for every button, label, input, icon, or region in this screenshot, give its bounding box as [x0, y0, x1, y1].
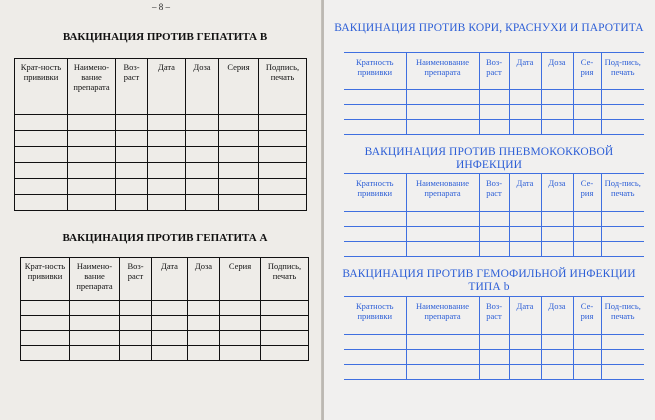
table-cell[interactable] — [152, 346, 188, 361]
table-row — [344, 365, 644, 380]
left-page — [0, 0, 322, 420]
table-cell[interactable] — [15, 163, 68, 179]
table-cell[interactable] — [509, 335, 541, 350]
table-cell[interactable] — [186, 195, 219, 211]
section-title-hib: ВАКЦИНАЦИЯ ПРОТИВ ГЕМОФИЛЬНОЙ ИНФЕКЦИИ ТИПА b — [342, 268, 636, 293]
table-cell[interactable] — [344, 212, 406, 227]
table-cell[interactable] — [601, 227, 644, 242]
table-cell[interactable] — [541, 105, 573, 120]
table-cell[interactable] — [186, 179, 219, 195]
table-cell[interactable] — [148, 195, 186, 211]
table-row — [344, 120, 644, 135]
table-cell[interactable] — [344, 120, 406, 135]
table-cell[interactable] — [259, 163, 307, 179]
table-cell[interactable] — [186, 147, 219, 163]
table-cell[interactable] — [541, 227, 573, 242]
table-cell[interactable] — [479, 365, 509, 380]
column-header: Воз-раст — [479, 53, 509, 90]
table-cell[interactable] — [21, 346, 70, 361]
table-cell[interactable] — [406, 120, 479, 135]
table-cell[interactable] — [541, 242, 573, 257]
table-cell[interactable] — [601, 90, 644, 105]
table-cell[interactable] — [573, 120, 601, 135]
table-cell[interactable] — [220, 331, 261, 346]
column-header: Дата — [152, 258, 188, 301]
table-cell[interactable] — [220, 301, 261, 316]
table-cell[interactable] — [120, 301, 152, 316]
column-header: Кратность прививки — [344, 297, 406, 335]
column-header: Дата — [148, 59, 186, 115]
column-header: Воз-раст — [479, 174, 509, 212]
table-row — [344, 350, 644, 365]
hepatitis-a-table — [20, 257, 309, 361]
column-header: Воз-раст — [120, 258, 152, 301]
column-header: Доза — [541, 297, 573, 335]
table-cell[interactable] — [509, 120, 541, 135]
column-header: Дата — [509, 53, 541, 90]
table-cell[interactable] — [116, 163, 148, 179]
table-cell[interactable] — [21, 301, 70, 316]
table-cell[interactable] — [70, 316, 120, 331]
table-cell[interactable] — [188, 316, 220, 331]
table-cell[interactable] — [15, 131, 68, 147]
table-cell[interactable] — [261, 316, 309, 331]
column-header: Наименование препарата — [406, 53, 479, 90]
table-row — [344, 242, 644, 257]
column-header: Доза — [541, 174, 573, 212]
table-row — [15, 163, 307, 179]
table-cell[interactable] — [259, 179, 307, 195]
table-cell[interactable] — [573, 90, 601, 105]
pneumococcal-table — [344, 173, 644, 257]
table-cell[interactable] — [259, 195, 307, 211]
table-cell[interactable] — [406, 242, 479, 257]
table-cell[interactable] — [68, 115, 116, 131]
table-cell[interactable] — [479, 227, 509, 242]
table-cell[interactable] — [406, 90, 479, 105]
table-cell[interactable] — [116, 179, 148, 195]
section-title-hepatitis-b: ВАКЦИНАЦИЯ ПРОТИВ ГЕПАТИТА В — [62, 31, 268, 43]
table-cell[interactable] — [261, 331, 309, 346]
page-number: – 8 – — [152, 2, 170, 12]
column-header: Воз-раст — [116, 59, 148, 115]
table-cell[interactable] — [406, 365, 479, 380]
table-cell[interactable] — [479, 350, 509, 365]
table-cell[interactable] — [15, 115, 68, 131]
column-header: Дата — [509, 174, 541, 212]
column-header: Се-рия — [573, 174, 601, 212]
column-header: Наименование препарата — [406, 297, 479, 335]
column-header: Под-пись, печать — [601, 297, 644, 335]
table-cell[interactable] — [186, 163, 219, 179]
table-cell[interactable] — [344, 350, 406, 365]
column-header: Доза — [541, 53, 573, 90]
table-cell[interactable] — [479, 120, 509, 135]
column-header: Под-пись, печать — [601, 53, 644, 90]
table-cell[interactable] — [259, 131, 307, 147]
column-header: Серия — [219, 59, 259, 115]
table-cell[interactable] — [259, 147, 307, 163]
table-cell[interactable] — [219, 163, 259, 179]
table-cell[interactable] — [541, 120, 573, 135]
table-cell[interactable] — [509, 90, 541, 105]
table-cell[interactable] — [509, 212, 541, 227]
table-cell[interactable] — [573, 242, 601, 257]
table-cell[interactable] — [219, 179, 259, 195]
table-cell[interactable] — [186, 115, 219, 131]
table-cell[interactable] — [116, 195, 148, 211]
table-row — [344, 90, 644, 105]
table-cell[interactable] — [188, 331, 220, 346]
table-cell[interactable] — [509, 242, 541, 257]
table-cell[interactable] — [188, 346, 220, 361]
table-row — [15, 147, 307, 163]
column-header: Серия — [220, 258, 261, 301]
table-cell[interactable] — [601, 105, 644, 120]
table-cell[interactable] — [219, 131, 259, 147]
table-cell[interactable] — [344, 90, 406, 105]
table-cell[interactable] — [70, 301, 120, 316]
table-row — [15, 179, 307, 195]
section-title-mmr: ВАКЦИНАЦИЯ ПРОТИВ КОРИ, КРАСНУХИ И ПАРОТИТА — [334, 22, 644, 34]
table-cell[interactable] — [573, 335, 601, 350]
table-row — [344, 105, 644, 120]
column-header: Се-рия — [573, 53, 601, 90]
table-cell[interactable] — [509, 365, 541, 380]
table-cell[interactable] — [219, 147, 259, 163]
table-cell[interactable] — [573, 350, 601, 365]
table-cell[interactable] — [509, 105, 541, 120]
table-cell[interactable] — [541, 335, 573, 350]
table-cell[interactable] — [479, 90, 509, 105]
table-cell[interactable] — [479, 335, 509, 350]
table-cell[interactable] — [573, 227, 601, 242]
table-cell[interactable] — [541, 212, 573, 227]
table-cell[interactable] — [406, 335, 479, 350]
table-cell[interactable] — [152, 331, 188, 346]
table-cell[interactable] — [541, 90, 573, 105]
table-cell[interactable] — [406, 350, 479, 365]
table-cell[interactable] — [148, 131, 186, 147]
section-title-hepatitis-a: ВАКЦИНАЦИЯ ПРОТИВ ГЕПАТИТА А — [62, 232, 268, 244]
table-cell[interactable] — [509, 227, 541, 242]
table-cell[interactable] — [541, 350, 573, 365]
table-cell[interactable] — [120, 331, 152, 346]
table-cell[interactable] — [219, 115, 259, 131]
table-cell[interactable] — [601, 242, 644, 257]
table-cell[interactable] — [573, 365, 601, 380]
table-cell[interactable] — [479, 242, 509, 257]
column-header: Доза — [188, 258, 220, 301]
table-cell[interactable] — [601, 212, 644, 227]
table-cell[interactable] — [148, 115, 186, 131]
column-header: Под-пись, печать — [601, 174, 644, 212]
table-cell[interactable] — [15, 147, 68, 163]
column-header: Кратность прививки — [344, 53, 406, 90]
table-cell[interactable] — [120, 346, 152, 361]
table-cell[interactable] — [509, 350, 541, 365]
hib-table — [344, 296, 644, 380]
table-cell[interactable] — [68, 179, 116, 195]
table-cell[interactable] — [261, 301, 309, 316]
table-cell[interactable] — [68, 147, 116, 163]
table-cell[interactable] — [186, 131, 219, 147]
column-header: Наимено-вание препарата — [70, 258, 120, 301]
table-cell[interactable] — [601, 120, 644, 135]
table-cell[interactable] — [152, 316, 188, 331]
table-cell[interactable] — [116, 115, 148, 131]
table-row — [344, 212, 644, 227]
table-cell[interactable] — [344, 335, 406, 350]
table-row — [15, 195, 307, 211]
table-cell[interactable] — [148, 147, 186, 163]
table-row — [21, 301, 309, 316]
table-cell[interactable] — [601, 335, 644, 350]
column-header: Воз-раст — [479, 297, 509, 335]
table-row — [15, 115, 307, 131]
table-cell[interactable] — [259, 115, 307, 131]
table-cell[interactable] — [15, 195, 68, 211]
mmr-table — [344, 52, 644, 135]
table-row — [21, 346, 309, 361]
table-row — [344, 227, 644, 242]
table-cell[interactable] — [70, 331, 120, 346]
column-header: Доза — [186, 59, 219, 115]
table-cell[interactable] — [116, 131, 148, 147]
hepatitis-b-table — [14, 58, 307, 211]
table-cell[interactable] — [219, 195, 259, 211]
table-cell[interactable] — [220, 346, 261, 361]
column-header: Крат-ность прививки — [21, 258, 70, 301]
table-cell[interactable] — [479, 212, 509, 227]
table-cell[interactable] — [68, 131, 116, 147]
table-cell[interactable] — [120, 316, 152, 331]
table-cell[interactable] — [406, 212, 479, 227]
table-cell[interactable] — [152, 301, 188, 316]
table-cell[interactable] — [116, 147, 148, 163]
right-page — [324, 0, 655, 420]
table-cell[interactable] — [601, 350, 644, 365]
table-cell[interactable] — [148, 163, 186, 179]
table-cell[interactable] — [601, 365, 644, 380]
table-cell[interactable] — [541, 365, 573, 380]
table-cell[interactable] — [188, 301, 220, 316]
table-cell[interactable] — [148, 179, 186, 195]
table-cell[interactable] — [479, 105, 509, 120]
column-header: Кратность прививки — [344, 174, 406, 212]
table-cell[interactable] — [406, 105, 479, 120]
table-cell[interactable] — [220, 316, 261, 331]
table-cell[interactable] — [406, 227, 479, 242]
column-header: Дата — [509, 297, 541, 335]
column-header: Наименование препарата — [406, 174, 479, 212]
table-row — [21, 331, 309, 346]
table-cell[interactable] — [261, 346, 309, 361]
table-cell[interactable] — [21, 331, 70, 346]
section-title-pneumococcal: ВАКЦИНАЦИЯ ПРОТИВ ПНЕВМОКОККОВОЙ ИНФЕКЦИИ — [364, 146, 614, 171]
column-header: Наимено-вание препарата — [68, 59, 116, 115]
table-cell[interactable] — [573, 212, 601, 227]
table-row — [15, 131, 307, 147]
column-header: Крат-ность прививки — [15, 59, 68, 115]
table-cell[interactable] — [344, 227, 406, 242]
column-header: Се-рия — [573, 297, 601, 335]
table-cell[interactable] — [344, 242, 406, 257]
table-cell[interactable] — [573, 105, 601, 120]
table-cell[interactable] — [15, 179, 68, 195]
table-cell[interactable] — [21, 316, 70, 331]
table-row — [21, 316, 309, 331]
table-row — [344, 335, 644, 350]
column-header: Подпись, печать — [261, 258, 309, 301]
table-cell[interactable] — [344, 365, 406, 380]
column-header: Подпись, печать — [259, 59, 307, 115]
table-cell[interactable] — [68, 163, 116, 179]
table-cell[interactable] — [344, 105, 406, 120]
table-cell[interactable] — [68, 195, 116, 211]
table-cell[interactable] — [70, 346, 120, 361]
